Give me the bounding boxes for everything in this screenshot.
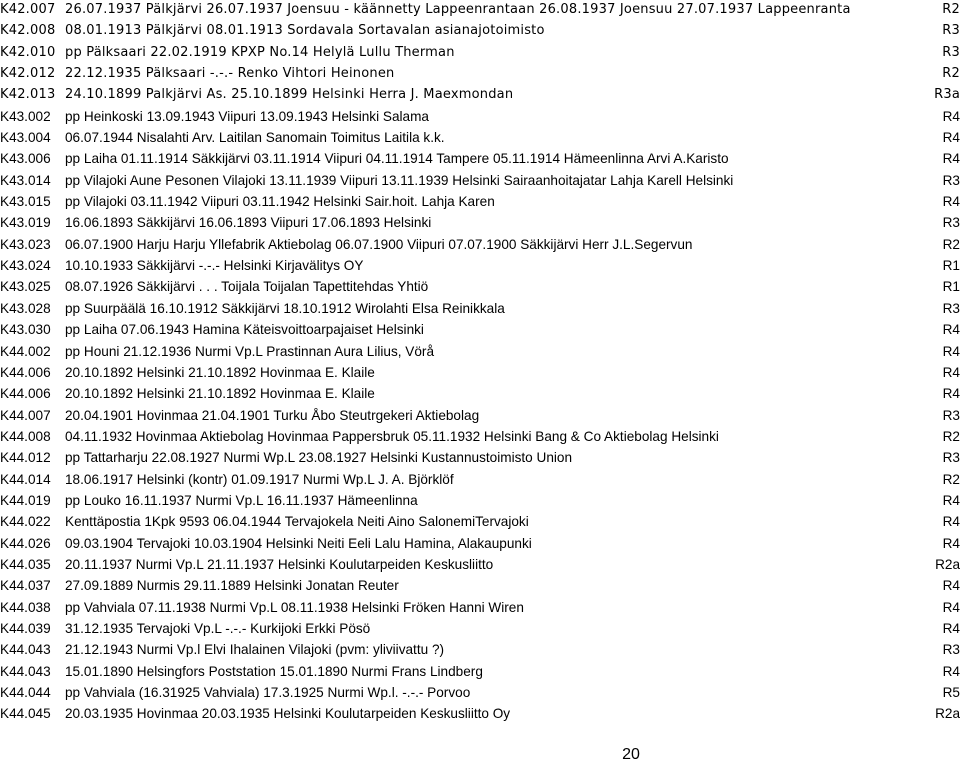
list-item — [0, 63, 960, 84]
list-item — [0, 490, 960, 511]
entry-class: R4 — [942, 535, 960, 551]
entry-text: pp Pälksaari 22.02.1919 KPXP No.14 Helylä Lullu Therman — [65, 44, 455, 60]
list-item — [0, 533, 960, 554]
entry-text: 20.03.1935 Hovinmaa 20.03.1935 Helsinki Koulutarpeiden Keskusliitto Oy — [65, 706, 511, 722]
list-item — [0, 618, 960, 639]
list-item — [0, 426, 960, 447]
entry-code: K44.014 — [0, 471, 51, 487]
entry-code: K44.008 — [0, 428, 51, 444]
entry-text: 24.10.1899 Palkjärvi As. 25.10.1899 Helsinki Herra J. Maexmondan — [65, 87, 514, 103]
entry-class: R4 — [942, 364, 960, 380]
entry-text: pp Vilajoki Aune Pesonen Vilajoki 13.11.1939 Viipuri 13.11.1939 Helsinki Sairaanhoitajatar Lahja Karell Helsinki — [65, 172, 734, 188]
entry-text: 21.12.1943 Nurmi Vp.l Elvi Ihalainen Vilajoki (pvm: yliviivattu ?) — [65, 642, 445, 658]
entry-code: K44.026 — [0, 535, 51, 551]
entry-class: R1 — [942, 258, 960, 274]
list-item — [0, 0, 960, 20]
entry-class: R3 — [942, 44, 960, 60]
entry-text: pp Vahviala 07.11.1938 Nurmi Vp.L 08.11.1938 Helsinki Fröken Hanni Wiren — [65, 599, 524, 615]
entry-class: R3 — [942, 407, 960, 423]
entry-code: K44.044 — [0, 685, 51, 700]
list-item — [0, 20, 960, 41]
list-item — [0, 554, 960, 575]
entry-text: 04.11.1932 Hovinmaa Aktiebolag Hovinmaa Pappersbruk 05.11.1932 Helsinki Bang & Co Aktiebolag Helsinki — [65, 428, 719, 444]
entry-code: K44.006 — [0, 386, 51, 402]
entry-code: K44.035 — [0, 556, 51, 572]
entry-code: K43.024 — [0, 258, 51, 274]
entry-code: K42.010 — [0, 44, 56, 60]
entry-text: pp Houni 21.12.1936 Nurmi Vp.L Prastinnan Aura Lilius, Vörå — [65, 343, 435, 359]
entry-class: R2 — [942, 471, 960, 487]
entry-code: K44.038 — [0, 599, 51, 615]
list-item — [0, 703, 960, 724]
entry-code: K44.045 — [0, 706, 51, 722]
list-item — [0, 170, 960, 191]
entry-class: R3 — [942, 300, 960, 316]
entry-code: K44.039 — [0, 620, 51, 636]
list-item — [0, 661, 960, 682]
entry-class: R4 — [942, 492, 960, 508]
entry-class: R4 — [942, 620, 960, 636]
entry-text: pp Laiha 01.11.1914 Säkkijärvi 03.11.1914 Viipuri 04.11.1914 Tampere 05.11.1914 Hämeenlinna Arvi A.Karisto — [65, 151, 729, 167]
list-item — [0, 319, 960, 340]
list-item — [0, 298, 960, 319]
entry-text: 26.07.1937 Pälkjärvi 26.07.1937 Joensuu - käännetty Lappeenrantaan 26.08.1937 Joensuu 27.07.1937 Lappeenranta — [65, 2, 851, 17]
entry-text: 20.11.1937 Nurmi Vp.L 21.11.1937 Helsinki Koulutarpeiden Keskusliitto — [65, 556, 494, 572]
list-item — [0, 127, 960, 148]
entry-text: 20.10.1892 Helsinki 21.10.1892 Hovinmaa E. Klaile — [65, 386, 375, 402]
entry-code: K42.007 — [0, 2, 56, 17]
entry-class: R5 — [942, 685, 960, 700]
entry-class: R2a — [935, 706, 960, 722]
entry-text: Kenttäpostia 1Kpk 9593 06.04.1944 Tervajokela Neiti Aino SalonemiTervajoki — [65, 514, 529, 530]
entry-text: 06.07.1944 Nisalahti Arv. Laitilan Sanomain Toimitus Laitila k.k. — [65, 130, 445, 146]
entry-class: R4 — [942, 663, 960, 679]
list-item — [0, 255, 960, 276]
list-item — [0, 362, 960, 383]
entry-class: R4 — [942, 386, 960, 402]
entry-class: R4 — [942, 514, 960, 530]
list-item — [0, 575, 960, 596]
entry-class: R4 — [942, 130, 960, 146]
entry-code: K44.019 — [0, 492, 51, 508]
entry-text: pp Louko 16.11.1937 Nurmi Vp.L 16.11.1937 Hämeenlinna — [65, 492, 418, 508]
entry-class: R3 — [942, 172, 960, 188]
list-item — [0, 597, 960, 618]
page-number — [0, 745, 960, 765]
list-item — [0, 469, 960, 490]
list-item — [0, 405, 960, 426]
list-item — [0, 511, 960, 532]
entry-class: R2 — [942, 428, 960, 444]
entry-class: R4 — [942, 151, 960, 167]
list-item — [0, 106, 960, 127]
entry-code: K43.015 — [0, 194, 51, 210]
entry-code: K42.012 — [0, 66, 56, 82]
entry-class: R2 — [942, 66, 960, 82]
entry-text: pp Heinkoski 13.09.1943 Viipuri 13.09.1943 Helsinki Salama — [65, 108, 429, 124]
entry-text: 27.09.1889 Nurmis 29.11.1889 Helsinki Jonatan Reuter — [65, 578, 399, 594]
entry-code: K44.007 — [0, 407, 51, 423]
entry-code: K42.013 — [0, 87, 56, 103]
entry-text: 20.10.1892 Helsinki 21.10.1892 Hovinmaa E. Klaile — [65, 364, 375, 380]
entry-code: K43.023 — [0, 236, 51, 252]
entry-class: R4 — [942, 343, 960, 359]
entry-code: K43.014 — [0, 172, 51, 188]
entry-text: 31.12.1935 Tervajoki Vp.L -.-.- Kurkijoki Erkki Pösö — [65, 620, 371, 636]
entry-code: K42.008 — [0, 23, 56, 39]
list-item — [0, 639, 960, 660]
entry-class: R4 — [942, 108, 960, 124]
entry-text: 06.07.1900 Harju Harju Yllefabrik Aktiebolag 06.07.1900 Viipuri 07.07.1900 Säkkijärvi Herr J.L.Segervun — [65, 236, 693, 252]
entry-class: R1 — [942, 279, 960, 295]
entry-code: K44.002 — [0, 343, 51, 359]
entry-text: 09.03.1904 Tervajoki 10.03.1904 Helsinki Neiti Eeli Lalu Hamina, Alakaupunki — [65, 535, 532, 551]
entry-text: pp Suurpäälä 16.10.1912 Säkkijärvi 18.10.1912 Wirolahti Elsa Reinikkala — [65, 300, 505, 316]
list-item — [0, 191, 960, 212]
entry-code: K43.002 — [0, 108, 51, 124]
list-item — [0, 148, 960, 169]
entry-text: 15.01.1890 Helsingfors Poststation 15.01.1890 Nurmi Frans Lindberg — [65, 663, 483, 679]
entry-code: K44.006 — [0, 364, 51, 380]
entry-text: 08.01.1913 Pälkjärvi 08.01.1913 Sordavala Sortavalan asianajotoimisto — [65, 23, 545, 39]
entry-text: pp Vilajoki 03.11.1942 Viipuri 03.11.1942 Helsinki Sair.hoit. Lahja Karen — [65, 194, 495, 210]
entry-class: R2a — [935, 556, 960, 572]
entry-class: R3 — [942, 23, 960, 39]
entry-code: K43.028 — [0, 300, 51, 316]
list-item — [0, 383, 960, 404]
entry-code: K43.006 — [0, 151, 51, 167]
entry-code: K44.037 — [0, 578, 51, 594]
entry-class: R3 — [942, 215, 960, 231]
entry-class: R4 — [942, 578, 960, 594]
entry-code: K44.043 — [0, 663, 51, 679]
list-item — [0, 682, 960, 703]
entry-text: 16.06.1893 Säkkijärvi 16.06.1893 Viipuri 17.06.1893 Helsinki — [65, 215, 432, 231]
list-item — [0, 234, 960, 255]
list-item — [0, 84, 960, 105]
entry-text: 10.10.1933 Säkkijärvi -.-.- Helsinki Kirjavälitys OY — [65, 258, 364, 274]
entry-code: K44.022 — [0, 514, 51, 530]
entry-text: 18.06.1917 Helsinki (kontr) 01.09.1917 Nurmi Wp.L J. A. Björklöf — [65, 471, 454, 487]
entry-code: K43.030 — [0, 322, 51, 338]
entry-class: R3a — [934, 87, 960, 103]
entry-text: pp Tattarharju 22.08.1927 Nurmi Wp.L 23.08.1927 Helsinki Kustannustoimisto Union — [65, 450, 573, 466]
entry-class: R4 — [942, 194, 960, 210]
entry-text: pp Vahviala (16.31925 Vahviala) 17.3.1925 Nurmi Wp.l. -.-.- Porvoo — [65, 685, 471, 700]
entry-class: R2 — [942, 2, 960, 17]
list-item — [0, 341, 960, 362]
entry-class: R2 — [942, 236, 960, 252]
entry-text: 22.12.1935 Pälksaari -.-.- Renko Vihtori Heinonen — [65, 66, 395, 82]
list-item — [0, 212, 960, 233]
list-item — [0, 276, 960, 297]
list-item — [0, 447, 960, 468]
page-number-label: 20 — [622, 746, 640, 763]
entry-text: 20.04.1901 Hovinmaa 21.04.1901 Turku Åbo Steutrgekeri Aktiebolag — [65, 407, 480, 423]
entry-text: pp Laiha 07.06.1943 Hamina Käteisvoittoarpajaiset Helsinki — [65, 322, 424, 338]
list-item — [0, 42, 960, 63]
entry-code: K43.019 — [0, 215, 51, 231]
entry-code: K43.004 — [0, 130, 51, 146]
entry-class: R4 — [942, 599, 960, 615]
entry-code: K43.025 — [0, 279, 51, 295]
entry-text: 08.07.1926 Säkkijärvi . . . Toijala Toijalan Tapettitehdas Yhtiö — [65, 279, 429, 295]
entry-code: K44.012 — [0, 450, 51, 466]
entry-class: R3 — [942, 450, 960, 466]
entry-class: R4 — [942, 322, 960, 338]
entry-code: K44.043 — [0, 642, 51, 658]
entry-class: R3 — [942, 642, 960, 658]
